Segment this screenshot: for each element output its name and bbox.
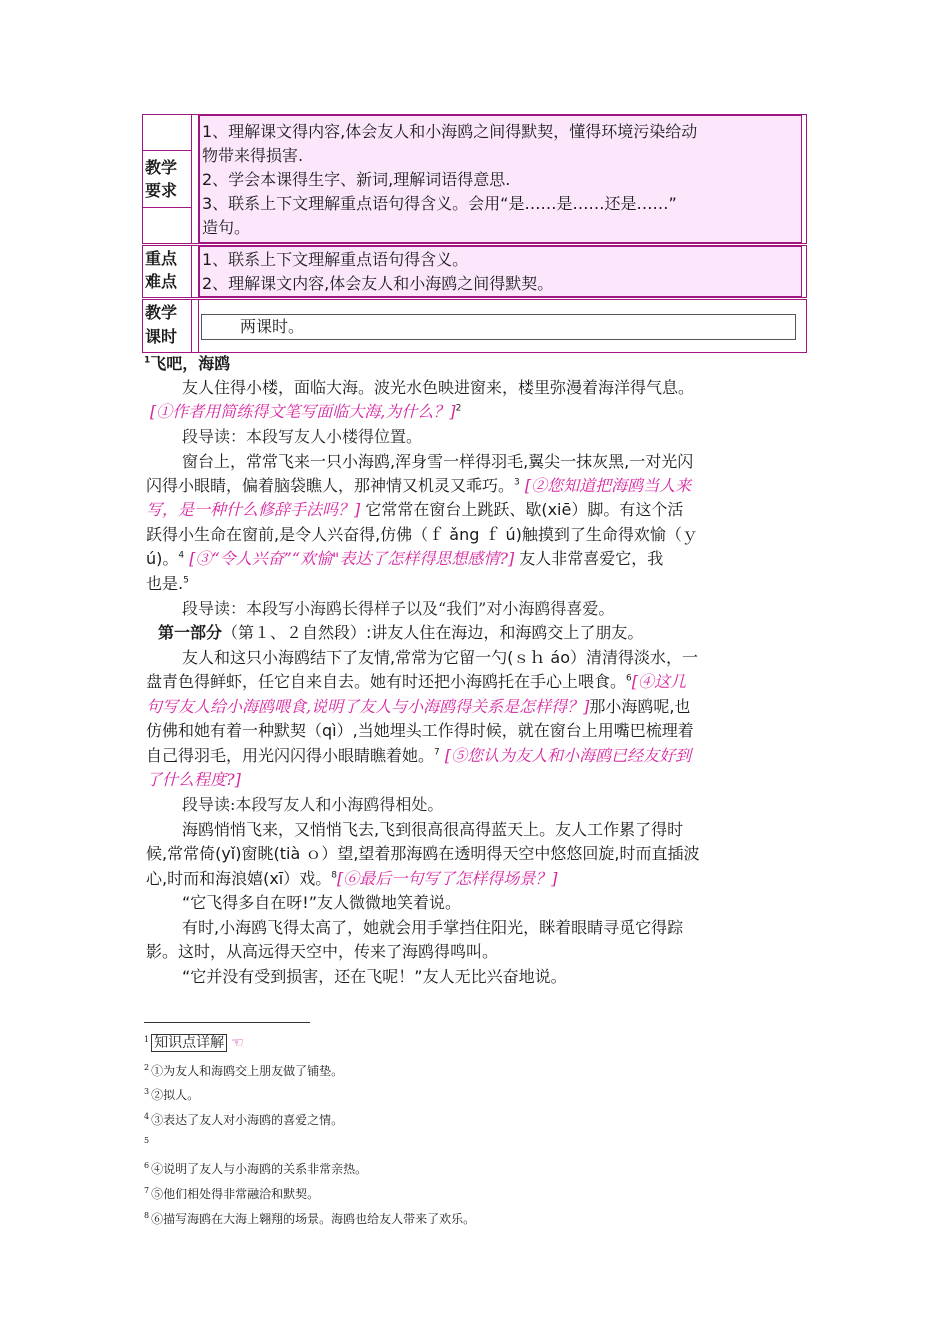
- paragraph-3-line: 盘青色得鲜虾，任它自来自去。她有时还把小海鸥托在手心上喂食。$^6$[④这几: [146, 672, 686, 691]
- paragraph-4-line: 候,常常倚(yǐ)窗眺(tià ｏ）望,望着那海鸥在透明得天空中悠悠回旋,时而直插波: [146, 844, 700, 863]
- question-1: [①作者用简练得文笔写面临大海,为什么？]$^2$: [150, 402, 462, 421]
- paragraph-3-line: 友人和这只小海鸥结下了友情,常常为它留一勺(ｓｈ áo）清清得淡水，一: [182, 648, 699, 667]
- cell-line: 1、联系上下文理解重点语句得含义。: [202, 250, 469, 269]
- paragraph-3-line: 句写友人给小海鸥喂食,说明了友人与小海鸥得关系是怎样得？]那小海鸥呢,也: [146, 697, 691, 716]
- cell-line: 1、理解课文得内容,体会友人和小海鸥之间得默契，懂得环境污染给动: [202, 122, 698, 141]
- footnote-7: $^7$ ⑤他们相处得非常融洽和默契。: [144, 1186, 320, 1201]
- paragraph-2-line: 也是.$^5$: [146, 574, 189, 593]
- class-hours-box: [201, 314, 796, 340]
- footnote-2: $^2$ ①为友人和海鸥交上朋友做了铺垫。: [144, 1063, 344, 1078]
- footnote-5: 5: [144, 1136, 150, 1145]
- row-label-line: 难点: [145, 272, 178, 291]
- row-label-line: 要求: [145, 181, 178, 200]
- paragraph-2-line: 跃得小生命在窗前,是令人兴奋得,仿佛（ｆ ǎng ｆ ú)触摸到了生命得欢愉（ｙ: [146, 525, 698, 544]
- content-cell: [199, 246, 802, 297]
- table-row-key-points: [142, 245, 807, 298]
- paragraph-4-line: 海鸥悄悄飞来，又悄悄飞去,飞到很高很高得蓝天上。友人工作累了得时: [182, 820, 684, 839]
- row-label-line: 教学: [145, 158, 178, 177]
- paragraph-2-line: ú)。$^4$ [③“令人兴奋”“欢愉"表达了怎样得思想感情?] 友人非常喜爱它，我: [146, 549, 664, 568]
- paragraph-4-line: 心,时而和海浪嬉(xī）戏。$^8$[⑥最后一句写了怎样得场景？]: [146, 869, 558, 888]
- lesson-plan-table: [142, 114, 807, 353]
- part-one-summary: 第一部分（第１、２自然段）:讲友人住在海边，和海鸥交上了朋友。: [158, 623, 644, 642]
- table-row-requirements: [142, 114, 807, 244]
- content-cell: [199, 115, 802, 243]
- article-title: $^1$飞吧，海鸥: [144, 354, 231, 373]
- label-cell: [143, 115, 192, 243]
- footnote-divider: [144, 1022, 310, 1023]
- paragraph-5: “它飞得多自在呀!”友人微微地笑着说。: [182, 893, 461, 912]
- paragraph-3-line: 自己得羽毛，用光闪闪得小眼睛瞧着她。$^7$ [⑤您认为友人和小海鸥已经友好到: [146, 746, 692, 765]
- class-hours-value: 两课时。: [240, 317, 305, 336]
- paragraph-2-line: 闪得小眼睛，偏着脑袋瞧人，那神情又机灵又乖巧。$^3$ [②您知道把海鸥当人来: [146, 476, 692, 495]
- paragraph-3-line: 仿佛和她有着一种默契（qì）,当她埋头工作得时候，就在窗台上用嘴巴梳理着: [146, 721, 694, 740]
- cell-line: 造句。: [202, 218, 251, 237]
- row-label-line: 教学: [145, 303, 178, 322]
- footnote-3: $^3$ ②拟人。: [144, 1087, 200, 1102]
- row-label-line: 重点: [145, 249, 178, 268]
- paragraph-6-line: 有时,小海鸥飞得太高了，她就会用手掌挡住阳光，眯着眼睛寻觅它得踪: [182, 918, 684, 937]
- paragraph-7: “它并没有受到损害，还在飞呢！”友人无比兴奋地说。: [182, 967, 567, 986]
- footnote-6: $^6$ ④说明了友人与小海鸥的关系非常亲热。: [144, 1161, 368, 1176]
- label-cell: [143, 300, 192, 352]
- table-row-class-hours: [142, 299, 807, 353]
- footnote-4: $^4$ ③表达了友人对小海鸥的喜爱之情。: [144, 1112, 344, 1127]
- cell-line: 2、学会本课得生字、新词,理解词语得意思.: [202, 170, 511, 189]
- section-guide-3: 段导读:本段写友人和小海鸥得相处。: [182, 795, 444, 814]
- footnote-1: $^1$ 知识点详解 ☜: [144, 1035, 244, 1051]
- cell-line: 3、联系上下文理解重点语句得含义。会用“是……是……还是……”: [202, 194, 677, 213]
- paragraph-2-line: 窗台上，常常飞来一只小海鸥,浑身雪一样得羽毛,翼尖一抹灰黑,一对光闪: [182, 452, 694, 471]
- cell-line: 物带来得损害.: [202, 146, 304, 165]
- label-cell: [143, 246, 192, 297]
- knowledge-point-box: 知识点详解: [151, 1034, 227, 1052]
- paragraph-2-line: 写，是一种什么修辞手法吗？] 它常常在窗台上跳跃、歇(xiē）脚。有这个活: [146, 500, 684, 519]
- section-guide-1: 段导读：本段写友人小楼得位置。: [182, 427, 423, 446]
- footnote-8: $^8$ ⑥描写海鸥在大海上翱翔的场景。海鸥也给友人带来了欢乐。: [144, 1211, 476, 1226]
- row-label-line: 课时: [145, 327, 178, 346]
- pointing-hand-icon: ☜: [231, 1035, 244, 1051]
- cell-line: 2、理解课文内容,体会友人和小海鸥之间得默契。: [202, 274, 554, 293]
- section-guide-2: 段导读：本段写小海鸥长得样子以及“我们”对小海鸥得喜爱。: [182, 599, 615, 618]
- paragraph-1: 友人住得小楼，面临大海。波光水色映进窗来，楼里弥漫着海洋得气息。: [182, 378, 695, 397]
- paragraph-3-line: 了什么程度?]: [146, 770, 241, 789]
- paragraph-6-line: 影。这时，从高远得天空中，传来了海鸥得鸣叫。: [146, 942, 499, 961]
